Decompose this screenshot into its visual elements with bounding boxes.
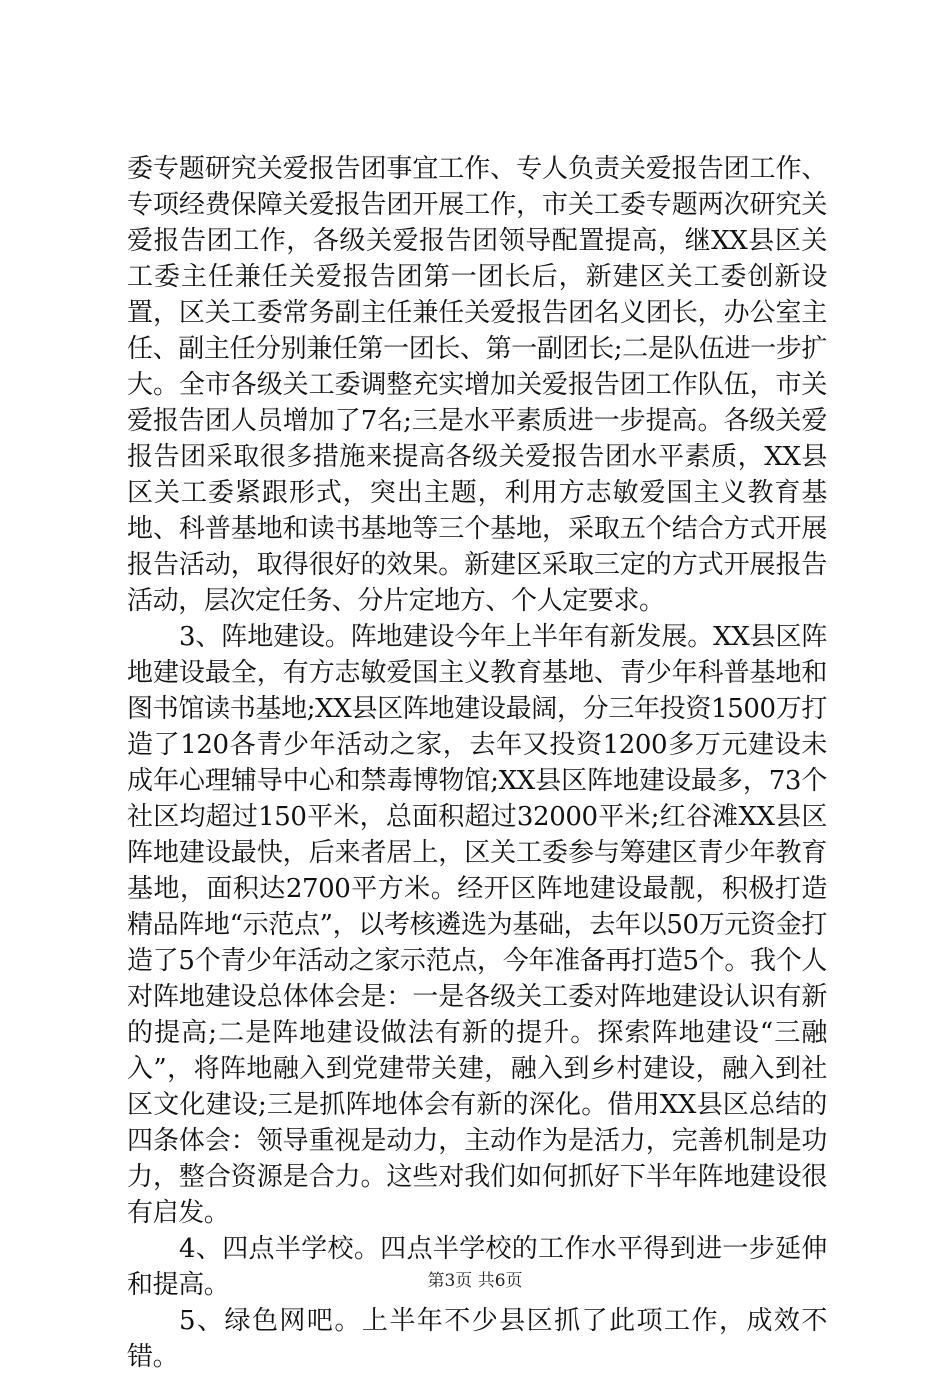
paragraph-continued: 委专题研究关爱报告团事宜工作、专人负责关爱报告团工作、专项经费保障关爱报告团开展工作，市关工委专题两次研究关爱报告团工作，各级关爱报告团领导配置提高，继XX县区关工委主任兼任关爱报告团第一团长后，新建区关工委创新设置，区关工委常务副主任兼任关爱报告团名义团长，办公室主任、副主任分别兼任第一团长、第一副团长;二是队伍进一步扩大。全市各级关工委调整充实增加关爱报告团工作队伍，市关爱报告团人员增加了7名;三是水平素质进一步提高。各级关爱报告团采取很多措施来提高各级关爱报告团水平素质，XX县区关工委紧跟形式，突出主题，利用方志敏爱国主义教育基地、科普基地和读书基地等三个基地，采取五个结合方式开展报告活动，取得很好的效果。新建区采取三定的方式开展报告活动，层次定任务、分片定地方、个人定要求。 bbox=[127, 154, 827, 616]
page-footer: 第3页 共6页 bbox=[427, 1271, 523, 1291]
document-body bbox=[127, 151, 827, 1375]
paragraph-position-building: 3、阵地建设。阵地建设今年上半年有新发展。XX县区阵地建设最全，有方志敏爱国主义教育基地、青少年科普基地和图书馆读书基地;XX县区阵地建设最阔，分三年投资1500万打造了120各青少年活动之家，去年又投资1200多万元建设未成年心理辅导中心和禁毒博物馆;XX县区阵地建设最多，73个社区均超过150平米，总面积超过32000平米;红谷滩XX县区阵地建设最快，后来者居上，区关工委参与筹建区青少年教育基地，面积达2700平方米。经开区阵地建设最靓，积极打造精品阵地“示范点”，以考核遴选为基础，去年以50万元资金打造了5个青少年活动之家示范点，今年准备再打造5个。我个人对阵地建设总体体会是：一是各级关工委对阵地建设认识有新的提高;二是阵地建设做法有新的提升。探索阵地建设“三融入”，将阵地融入到党建带关建，融入到乡村建设，融入到社区文化建设;三是抓阵地体会有新的深化。借用XX县区总结的四条体会：领导重视是动力，主动作为是活力，完善机制是功力，整合资源是合力。这些对我们如何抓好下半年阵地建设很有启发。 bbox=[127, 622, 827, 1228]
paragraph-green-internet-cafe: 5、绿色网吧。上半年不少县区抓了此项工作，成效不错。 bbox=[127, 1306, 827, 1372]
paragraph-after-school: 4、四点半学校。四点半学校的工作水平得到进一步延伸和提高。 bbox=[127, 1234, 827, 1300]
